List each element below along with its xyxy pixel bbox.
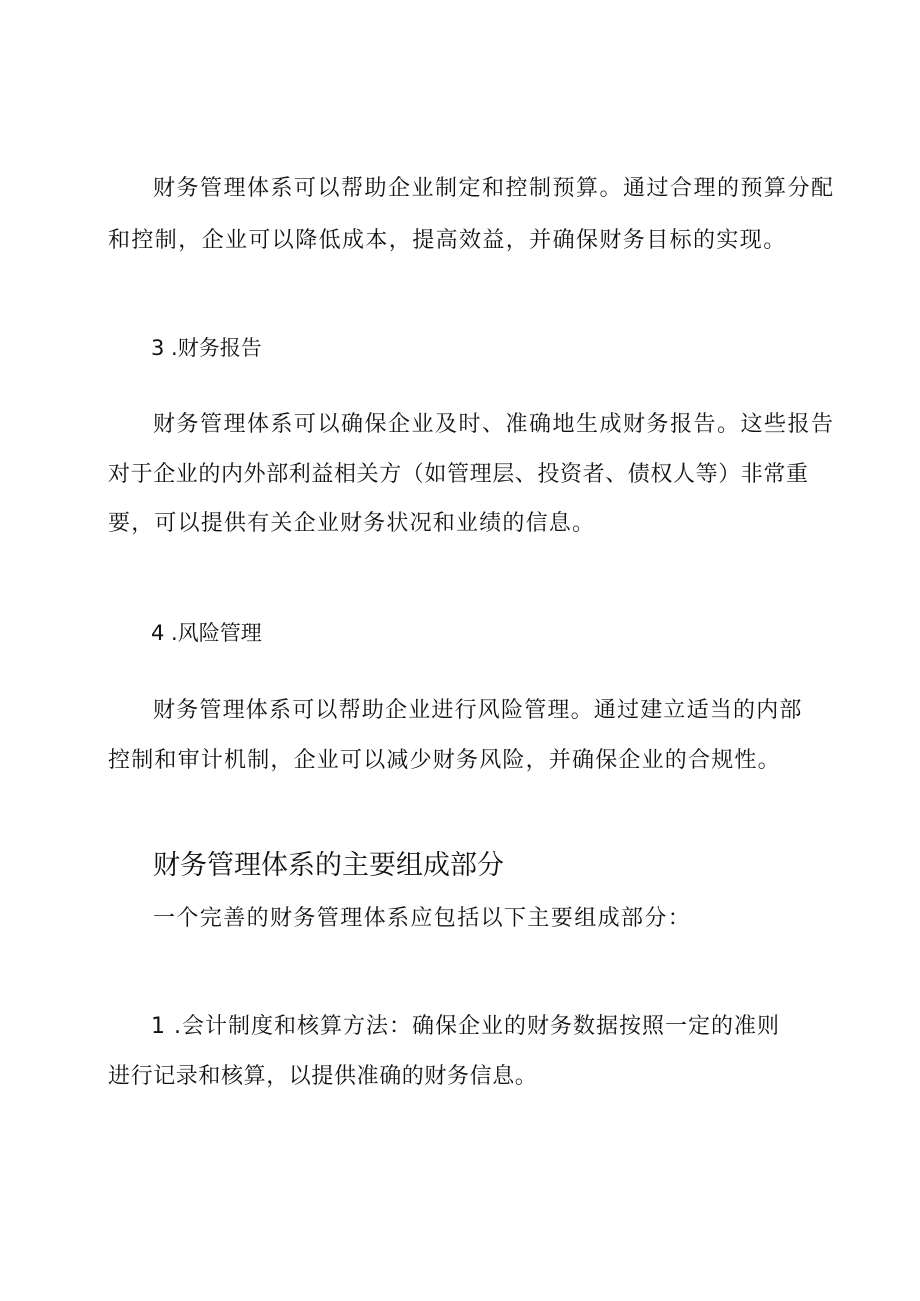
risk-paragraph-line-2: 控制和审计机制，企业可以减少财务风险，并确保企业的合规性。 [108,748,781,773]
section-title: 财务管理体系的主要组成部分 [153,850,504,881]
heading-financial-report: 3 .财务报告 [151,336,262,360]
item-1-line-1: 1 .会计制度和核算方法：确保企业的财务数据按照一定的准则 [151,1014,780,1039]
report-paragraph-line-2: 对于企业的内外部利益相关方（如管理层、投资者、债权人等）非常重 [108,462,809,487]
section-intro: 一个完善的财务管理体系应包括以下主要组成部分： [153,906,692,931]
budget-paragraph-line-1: 财务管理体系可以帮助企业制定和控制预算。通过合理的预算分配 [153,176,835,201]
report-paragraph-line-1: 财务管理体系可以确保企业及时、准确地生成财务报告。这些报告 [153,412,835,437]
heading-risk-management: 4 .风险管理 [151,621,262,645]
report-paragraph-line-3: 要，可以提供有关企业财务状况和业绩的信息。 [108,511,596,536]
budget-paragraph-line-2: 和控制，企业可以降低成本，提高效益，并确保财务目标的实现。 [108,228,787,253]
item-1-line-2: 进行记录和核算，以提供准确的财务信息。 [108,1064,538,1089]
risk-paragraph-line-1: 财务管理体系可以帮助企业进行风险管理。通过建立适当的内部 [153,698,803,723]
